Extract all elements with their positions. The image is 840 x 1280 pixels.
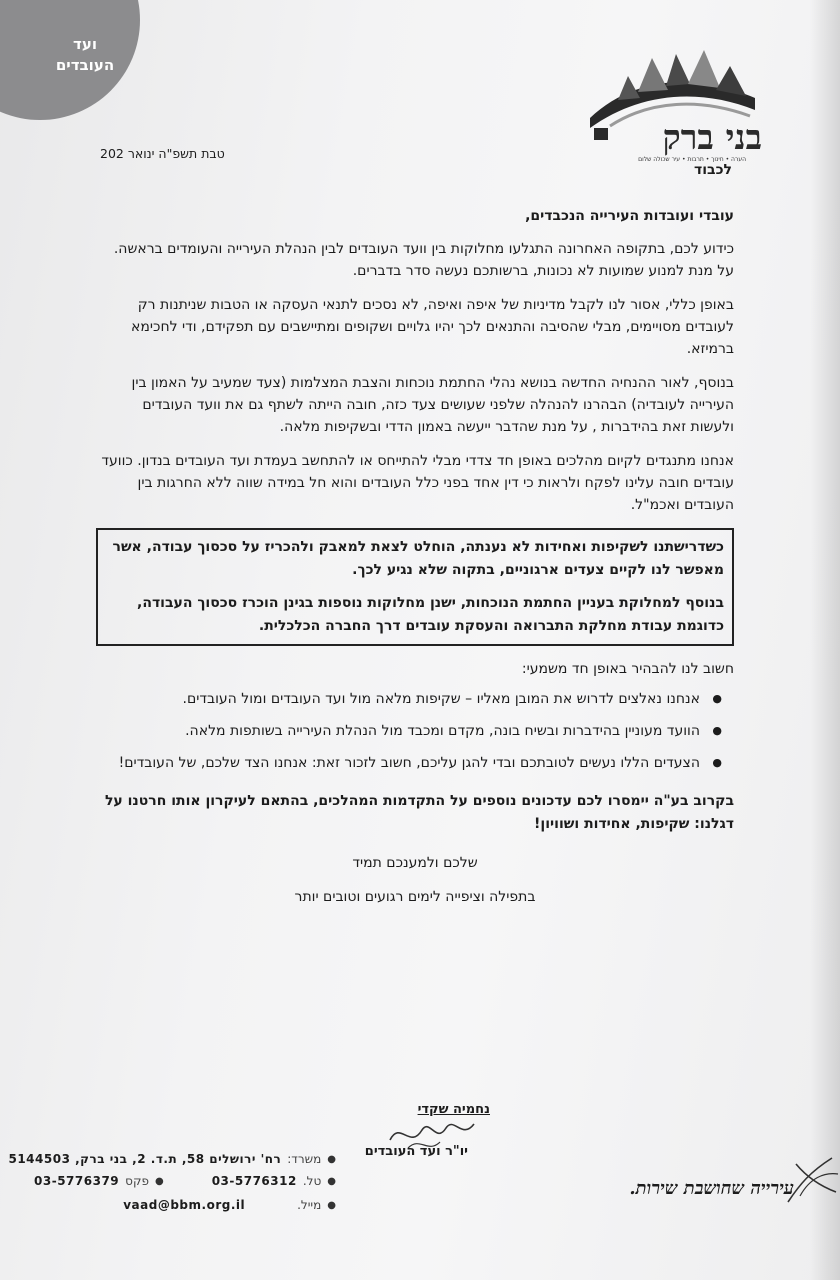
list-item: ● הצעדים הללו נעשים לטובתכם ובדי להגן עליכם, חשוב לזכור זאת: אנחנו הצד שלכם, של העובדים! [102,752,700,774]
address-row [8,1152,336,1166]
list-item: ● הוועד מעוניין בהידברות ובשיח בונה, מקדם ומכבד מול הנהלת העירייה בשותפות מלאה. [102,720,700,742]
city-slogan: עירייה שחושבת שירות. [629,1178,794,1199]
list-item: ● אנחנו נאלצים לדרוש את המובן מאליו – שקיפות מלאה מול ועד העובדים ומול העובדים. [102,688,700,710]
greeting: עובדי ועובדות העירייה הנכבדים, [525,208,734,224]
swirl-logo-icon [780,1152,840,1208]
fax-label: פקס [125,1174,149,1188]
phone-label: טל. [302,1174,322,1188]
location-icon: ● [327,1153,336,1165]
email-row [123,1198,336,1212]
address-value: רח' ירושלים 58, ת.ד. 2, בני ברק, 5144503 [8,1152,282,1166]
corner-label-line2: העובדים [55,56,115,74]
paragraph-1: כידוע לכם, בתקופה האחרונה התגלעו מחלוקות בין וועד העובדים לבין הנהלת העירייה והעומדים בראשה. על מנת למנוע שמועות לא נכונות, ברשותכם נעשה סדר בדברים. [113,241,734,279]
contact-block [6,1142,336,1222]
paragraph-2: באופן כללי, אסור לנו לקבל מדיניות של איפה ואיפה, לא נסכים לתנאי העסקה או הטבות שניתנות רק לעובדים מסויימים, מבלי שהסיבה והתנאים לכך יהיו גלויים ושקופים ומתיישבים עם תפקידם, ודי לחכימא ברמיזא. [131,297,734,357]
phone-value: 03-5776312 [211,1174,297,1188]
sign-off-1: שלכם ולמענכם תמיד [352,855,478,871]
sign-off-2: בתפילה וציפייה לימים רגועים וטובים יותר [294,889,536,905]
closing-paragraph: בקרוב בע"ה יימסרו לכם עדכונים נוספים על התקדמות המהלכים, בהתאם לעיקרון אותו חרטנו על דגלנו: שקיפות, אחידות ושוויון! [104,793,734,832]
paragraph-4: אנחנו מתנגדים לקיום מהלכים באופן חד צדדי מבלי להתייחס או להתחשב בעמדת ועד העובדים בנדון. כוועד עובדים חובה עלינו לפקח ולראות כי דין אחד בפני כלל העובדים והוא חל במידה שווה ללא החרגות בין העובדים ואכמ"ל. [101,453,734,513]
box-paragraph-2: בנוסף למחלוקת בעניין החתמת הנוכחות, ישנן מחלוקות נוספות בגינן הוכרז סכסוך העבודה, כדוגמת עבודת מחלקת התברואה והעסקת עובדים דרך החברה הכלכלית. [137,595,724,634]
signer-role: יו"ר ועד העובדים [364,1144,468,1159]
list-lead: חשוב לנו להבהיר באופן חד משמעי: [521,661,734,677]
letter-date: טבת תשפ"ה ינואר 202 [100,146,225,161]
logo-tagline: הערה • חינוך • תרבות • עיר שכולה שלום [638,156,746,163]
phone-fax-row [34,1174,336,1188]
box-paragraph-1: כשדרישתנו לשקיפות ואחידות לא נענתה, הוחלט לצאת למאבק ולהכריז על סכסוך עבודה, אשר מאפשר לנו לקיים צעדים ארגוניים, בתקוה שלא נגיע לכך. [112,539,724,578]
letter-body [96,205,734,908]
corner-label-line1: ועד [73,35,97,53]
fax-value: 03-5776379 [34,1174,120,1188]
paragraph-3: בנוסף, לאור ההנחיה החדשה בנושא נהלי החתמת נוכחות והצבת המצלמות (צעד שמעיב על האמון בין העירייה לעובדיה) הבהרנו להנהלה שלפני שעושים צעד כזה, חובה הייתה לשתף גם את וועד העובדים ולעשות זאת בהידברות , על מנת שהדבר ייעשה באמון הדדי ובשקיפות מלאה. [131,375,734,435]
fax-icon: ● [154,1175,164,1187]
email-icon: ● [327,1199,336,1211]
address-label: משרד: [287,1152,322,1166]
addressee-label: לכבוד [694,162,732,178]
signer-name: נחמיה שקדי [417,1102,490,1117]
bullet-list [96,688,734,774]
email-value[interactable]: vaad@bbm.org.il [123,1198,246,1212]
highlight-box [96,528,734,646]
phone-icon: ● [327,1175,336,1187]
email-label: מייל. [297,1198,322,1212]
corner-label [25,34,145,76]
logo-title: בני ברק [662,118,762,158]
